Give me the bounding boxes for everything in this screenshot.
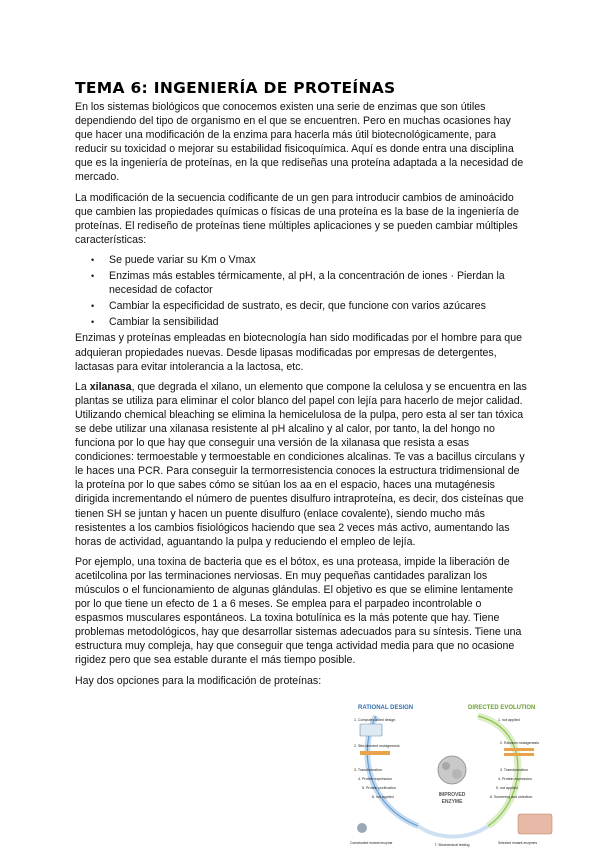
figure-left-step: 3. Transformation <box>354 768 382 772</box>
list-item: • Cambiar la especificidad de sustrato, es decir, que funcione con varios azúcares <box>109 299 530 313</box>
list-item: • Se puede variar su Km o Vmax <box>109 253 530 267</box>
figure-left-step: 1. Computer-aided design <box>354 718 396 722</box>
paragraph-xilanasa: La xilanasa, que degrada el xilano, un elemento que compone la celulosa y se encuentra en las plantas se utiliza para eliminar el color blanco del papel con lejía para hacerlo de mejor calidad. Utilizando chemical bleaching se elimina la hemicelulosa de la pulpa, pero esta al ser tan tóxica se debe utilizar una xilanasa resistente al pH alcalino y al calor, por tanto, la del hongo no funciona por lo que hay que conseguir una versión de la xilanasa que resista a esas condiciones: termoestable y termoestable en condiciones alcalinas. Te vas a bacillus circulans y le haces una PCR. Para conseguir la termorresistencia conoces la estructura tridimensional de la proteína por lo que sabes cómo se sitúan los aa en el espacio, haces una mutagénesis dirigida incrementando el número de puentes disulfuro intraproteína, es decir, dos cisteínas que tienen SH se juntan y hacen un puente disulfuro (enlace covalente), siendo mucho más resistentes a los cambios fisiológicos haciendo que sea 2 veces más activo, aumentando las horas de actividad, aguantando la pulpa y reduciendo el empleo de lejía. <box>75 380 527 548</box>
figure-left-step: 4. Protein expression <box>358 777 392 781</box>
page-title: TEMA 6: INGENIERÍA DE PROTEÍNAS <box>75 79 396 97</box>
figure-right-step: 1. not applied <box>498 718 520 722</box>
screening-plate-icon <box>518 814 552 834</box>
improved-enzyme-label: ENZYME <box>441 799 463 805</box>
paragraph-applications: Enzimas y proteínas empleadas en biotecnología han sido modificadas por el hombre para que adquieran propiedades nuevas. Desde lipasas modificadas por empresas de detergentes, lactasas para evitar intolerancia a la lactosa, etc. <box>75 332 522 373</box>
improved-enzyme-label: IMPROVED <box>438 792 466 798</box>
paragraph-botox: Por ejemplo, una toxina de bacteria que es el bótox, es una proteasa, impide la liberación de acetilcolina por las terminaciones nerviosas. En muy pequeñas cantidades paralizan los músculos o el funcionamiento de algunas glándulas. El objetivo es que se elimine lentamente por lo que tiene un efecto de 1 a 6 meses. Se emplea para el parpadeo incontrolable o espasmos musculares espontáneos. La toxina botulínica es la más potente que hay. Tiene problemas metodológicos, hay que desarrollar sistemas adecuados para su síntesis. Tiene una estructura muy compleja, hay que conseguir que tenga actividad media para que no ocasione rigidez pero que sea estable durante el más tiempo posible. <box>75 555 522 667</box>
figure-center-bottom: 7. Biochemical testing <box>434 843 470 847</box>
figure-left-bottom: Constructed mutant enzyme <box>350 841 393 845</box>
figure-left-step: 6. not applied <box>372 795 394 799</box>
figure-right-step: 4. Protein expression <box>498 777 532 781</box>
gene-library-icon <box>504 753 534 756</box>
paragraph-definition: La modificación de la secuencia codificante de un gen para introducir cambios de aminoácido que cambien las propiedades químicas o físicas de una proteína es la base de la ingeniería de proteínas. El rediseño de proteínas tiene múltiples aplicaciones y se pueden cambiar múltiples características: <box>75 191 520 246</box>
document-body <box>75 78 530 694</box>
term-xilanasa: xilanasa <box>89 380 132 393</box>
protein-engineering-figure <box>348 700 558 848</box>
figure-left-step: 2. Site-directed mutagenesis <box>354 744 400 748</box>
figure-left-step: 5. Protein purification <box>362 786 396 790</box>
figure-right-step: 5. not applied <box>496 786 518 790</box>
paragraph-intro: En los sistemas biológicos que conocemos existen una serie de enzimas que son útiles dependiendo del tipo de organismo en el que se encuentren. Pero en muchas ocasiones hay que hacer una modificación de la enzima para hacerla más útil biotecnológicamente, para reducir su toxicidad o mejorar su estabilidad fisicoquímica. Aquí es donde entra una disciplina que es la ingeniería de proteínas, en la que rediseñas una proteína adaptada a la necesidad de mercado. <box>75 101 524 184</box>
mutant-enzyme-icon <box>357 823 367 833</box>
figure-right-step: 3. Transformation <box>500 768 528 772</box>
enzyme-structure-icon <box>438 756 466 784</box>
figure-right-step: 2. Random mutagenesis <box>500 741 539 745</box>
figure-right-bottom: Selected mutant enzymes <box>498 841 538 845</box>
paragraph-options: Hay dos opciones para la modificación de proteínas: <box>75 674 322 687</box>
figure-left-title: RATIONAL DESIGN <box>358 705 414 711</box>
list-item: • Enzimas más estables térmicamente, al pH, a la concentración de iones · Pierdan la necesidad de cofactor <box>109 269 530 297</box>
figure-right-title: DIRECTED EVOLUTION <box>468 705 536 711</box>
gene-icon <box>360 751 390 755</box>
list-item: • Cambiar la sensibilidad <box>109 315 530 329</box>
figure-right-step: 6. Screening and selection <box>490 795 533 799</box>
gene-library-icon <box>504 748 534 751</box>
computer-icon <box>360 724 382 736</box>
bullet-list <box>75 253 530 329</box>
